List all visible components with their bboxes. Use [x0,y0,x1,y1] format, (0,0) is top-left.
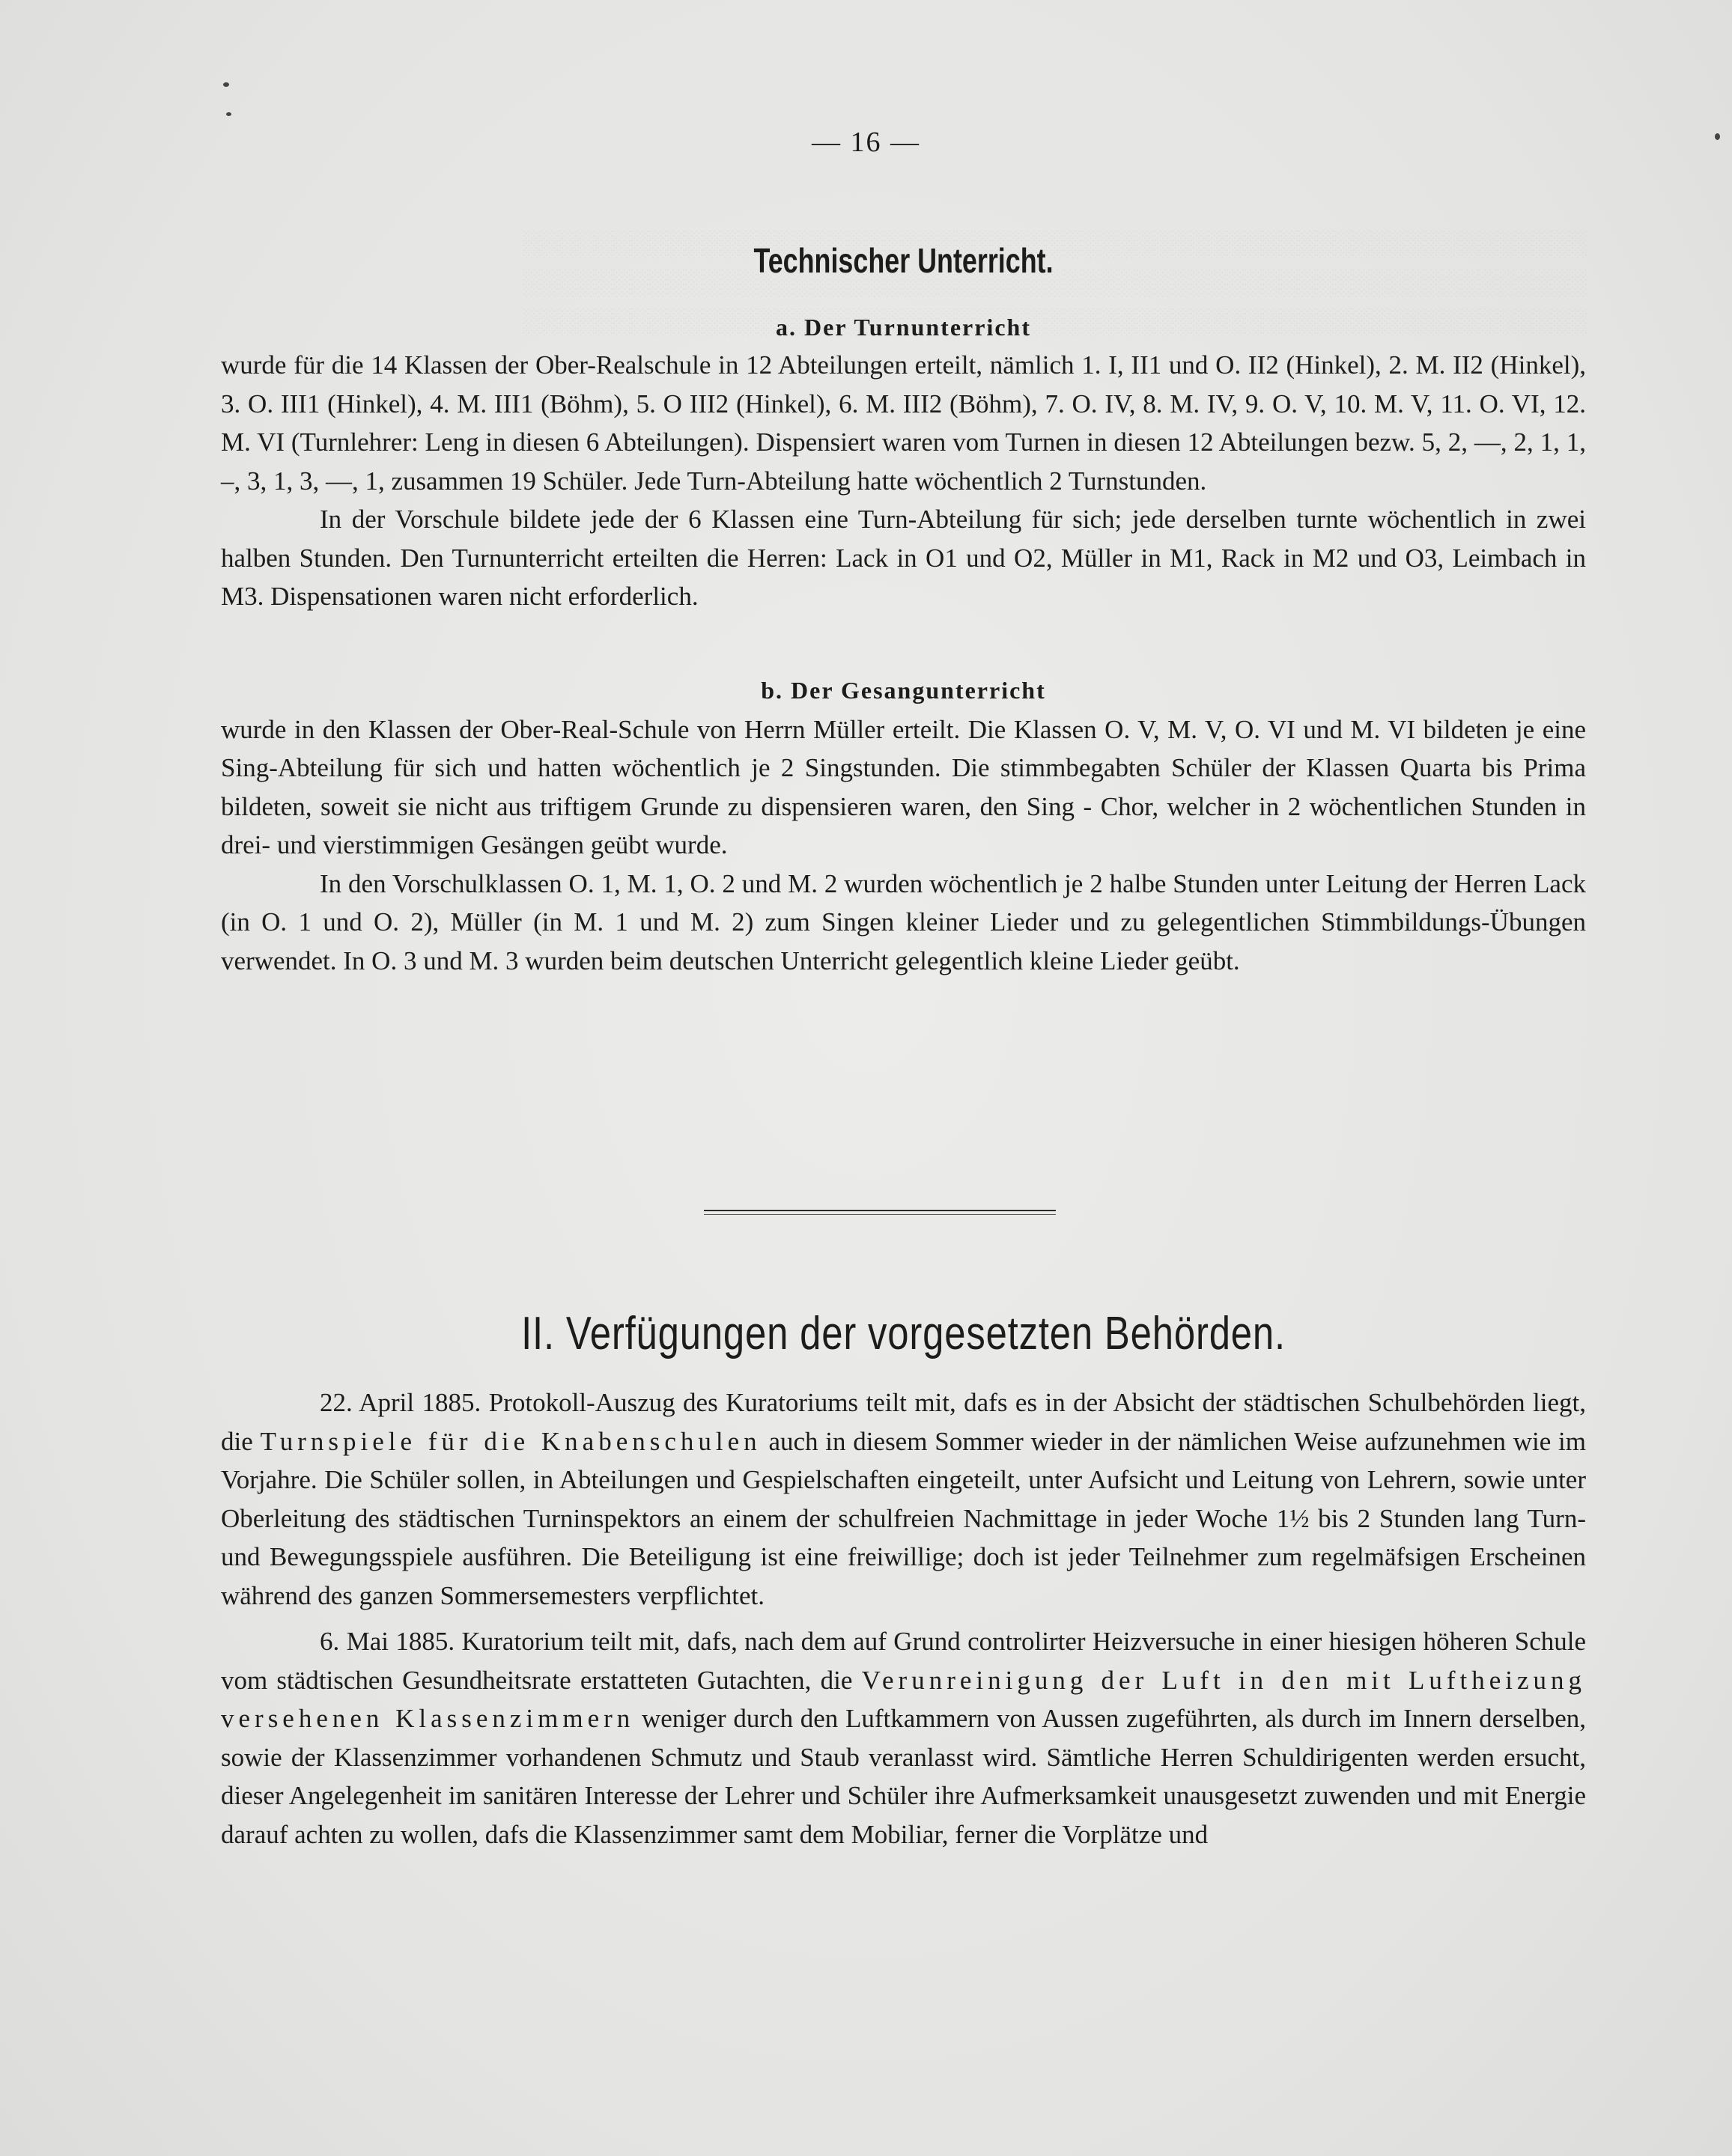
order-text-1a: Protokoll-Auszug des Kuratoriums teilt mit, dafs es in der Absicht der städtischen Schulbehörden liegt, die [221,1388,1587,1456]
technical-section [221,238,1586,980]
order-text-2a: Kuratorium teilt mit, dafs, nach dem auf Grund controlirter Heizversuche in einer hiesigen höheren Schule vom städtischen Gesundheitsrate erstatteten Gutachten, die [221,1627,1586,1695]
order-date-2: 6. Mai 1885. [320,1627,455,1656]
order-text-2b: weniger durch den Luftkammern von Aussen zugeführten, als durch im Innern derselben, sowie der Klassenzimmer vorhandenen Schmutz und Staub veranlasst wird. Sämtliche Herren Schuldirigenten werden ersucht, dieser Angelegenheit im sanitären Interesse der Lehrer und Schüler ihre Aufmerksamkeit unausgesetzt zuwenden und mit Energie darauf achten zu wollen, dafs die Klassenzimmer samt dem Mobiliar, ferner die Vorplätze und [221,1704,1587,1849]
turn-paragraph-1: wurde für die 14 Klassen der Ober-Realschule in 12 Abteilungen erteilt, nämlich 1. I, II1 und O. II2 (Hinkel), 2. M. II2 (Hinkel), 3. O. III1 (Hinkel), 4. M. III1 (Böhm), 5. O III2 (Hinkel), 6. M. III2 (Böhm), 7. O. IV, 8. M. IV, 9. O. V, 10. M. V, 11. O. VI, 12. M. VI (Turnlehrer: Leng in diesen 6 Abteilungen). Dispensiert waren vom Turnen in diesen 12 Abteilungen bezw. 5, 2, —, 2, 1, 1, –, 3, 1, 3, —, 1, zusammen 19 Schüler. Jede Turn-Abteilung hatte wöchentlich 2 Turnstunden. [221,350,1586,496]
gesang-paragraph-1: wurde in den Klassen der Ober-Real-Schule von Herrn Müller erteilt. Die Klassen O. V, M. V, O. VI und M. VI bildeten je eine Sing-Abteilung für sich und hatten wöchentlich je 2 Singstunden. Die stimmbegabten Schüler der Klassen Quarta bis Prima bildeten, soweit sie nicht aus triftigem Grunde zu dispensieren waren, den Sing - Chor, welcher in 2 wöchentlichen Stunden in drei- und vierstimmigen Gesängen geübt wurde. [221,714,1586,859]
page-number: — 16 — [812,127,920,158]
turn-paragraph-2: In der Vorschule bildete jede der 6 Klassen eine Turn-Abteilung für sich; jede derselben turnte wöchentlich in zwei halben Stunden. Den Turnunterricht erteilten die Herren: Lack in O1 und O2, Müller in M1, Rack in M2 und O3, Leimbach in M3. Dispensationen waren nicht erforderlich. [221,505,1586,611]
order-entry-1 [221,1383,1586,1615]
orders-section [221,1304,1586,1854]
subheading-turnunterricht: a. Der Turnunterricht [776,314,1031,341]
scan-speck [223,82,229,87]
order-date-1: 22. April 1885. [320,1388,481,1417]
section-divider [704,1210,1056,1211]
section-title-technical: Technischer Unterricht. [753,241,1054,280]
section-divider-double [704,1214,1056,1215]
scan-speck [226,112,231,116]
subheading-gesangunterricht: b. Der Gesangunterricht [761,676,1046,704]
order-entry-2 [221,1622,1586,1854]
order-emphasis-1: Turnspiele für die Knabenschulen [260,1426,762,1456]
order-text-1b: auch in diesem Sommer wieder in der nämlichen Weise aufzunehmen wie im Vorjahre. Die Schüler sollen, in Abteilungen und Gespielschaften eingeteilt, unter Aufsicht und Leitung von Lehrern, sowie unter Oberleitung des städtischen Turninspektors an einem der schulfreien Nachmittage in jeder Woche 1½ bis 2 Stunden lang Turn- und Bewegungsspiele ausführen. Die Beteiligung ist eine freiwillige; doch ist jeder Teilnehmer zum regelmäfsigen Erscheinen während des ganzen Sommersemesters verpflichtet. [221,1426,1587,1610]
order-emphasis-2: Verunreinigung der Luft in den mit Luftheizung versehenen Klassenzimmern [221,1665,1587,1733]
gesang-paragraph-2: In den Vorschulklassen O. 1, M. 1, O. 2 und M. 2 wurden wöchentlich je 2 halbe Stunden unter Leitung der Herren Lack (in O. 1 und O. 2), Müller (in M. 1 und M. 2) zum Singen kleiner Lieder und zu gelegentlichen Stimmbildungs-Übungen verwendet. In O. 3 und M. 3 wurden beim deutschen Unterricht gelegentlich kleine Lieder geübt. [221,868,1586,975]
section-title-orders: II. Verfügungen der vorgesetzten Behörden. [521,1308,1286,1359]
